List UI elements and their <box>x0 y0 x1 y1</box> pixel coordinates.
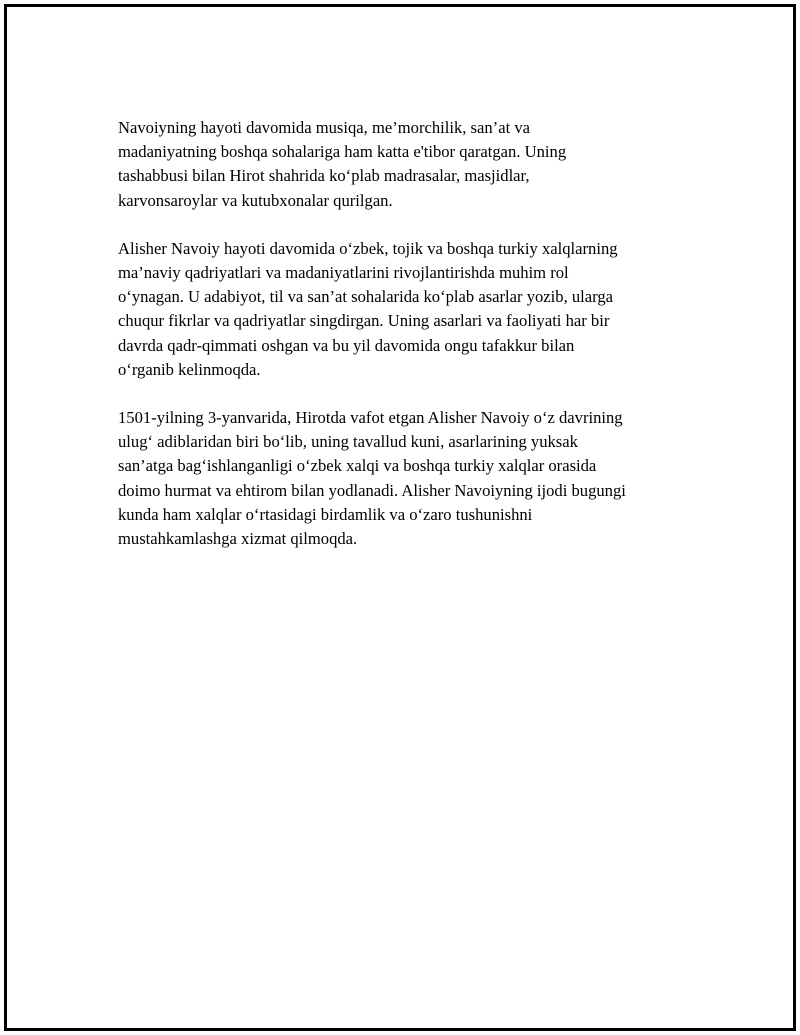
text-line: chuqur fikrlar va qadriyatlar singdirgan. Uning asarlari va faoliyati har bir <box>118 311 610 331</box>
text-line: Alisher Navoiy hayoti davomida o‘zbek, tojik va boshqa turkiy xalqlarning <box>118 238 618 258</box>
paragraph-1 <box>118 116 698 213</box>
text-line: madaniyatning boshqa sohalariga ham katta e'tibor qaratgan. Uning <box>118 142 567 162</box>
text-line: 1501-yilning 3-yanvarida, Hirotda vafot etgan Alisher Navoiy o‘z davrining <box>118 408 623 428</box>
text-line: ma’naviy qadriyatlari va madaniyatlarini rivojlantirishda muhim rol <box>118 263 569 283</box>
text-line: ulug‘ adiblaridan biri bo‘lib, uning tavallud kuni, asarlarining yuksak <box>118 432 578 452</box>
document-body <box>118 116 698 575</box>
text-line: karvonsaroylar va kutubxonalar qurilgan. <box>118 190 393 210</box>
text-line: o‘ynagan. U adabiyot, til va san’at sohalarida ko‘plab asarlar yozib, ularga <box>118 287 614 307</box>
text-line: o‘rganib kelinmoqda. <box>118 359 261 379</box>
text-line: mustahkamlashga xizmat qilmoqda. <box>118 529 358 549</box>
text-line: doimo hurmat va ehtirom bilan yodlanadi. Alisher Navoiyning ijodi bugungi <box>118 480 626 500</box>
text-line: Navoiyning hayoti davomida musiqa, me’morchilik, san’at va <box>118 118 530 137</box>
text-line: davrda qadr-qimmati oshgan va bu yil davomida ongu tafakkur bilan <box>118 335 575 355</box>
text-line: san’atga bag‘ishlanganligi o‘zbek xalqi va boshqa turkiy xalqlar orasida <box>118 456 597 476</box>
paragraph-3 <box>118 406 698 551</box>
text-line: kunda ham xalqlar o‘rtasidagi birdamlik va o‘zaro tushunishni <box>118 504 533 524</box>
paragraph-2 <box>118 237 698 382</box>
text-line: tashabbusi bilan Hirot shahrida ko‘plab madrasalar, masjidlar, <box>118 166 530 186</box>
